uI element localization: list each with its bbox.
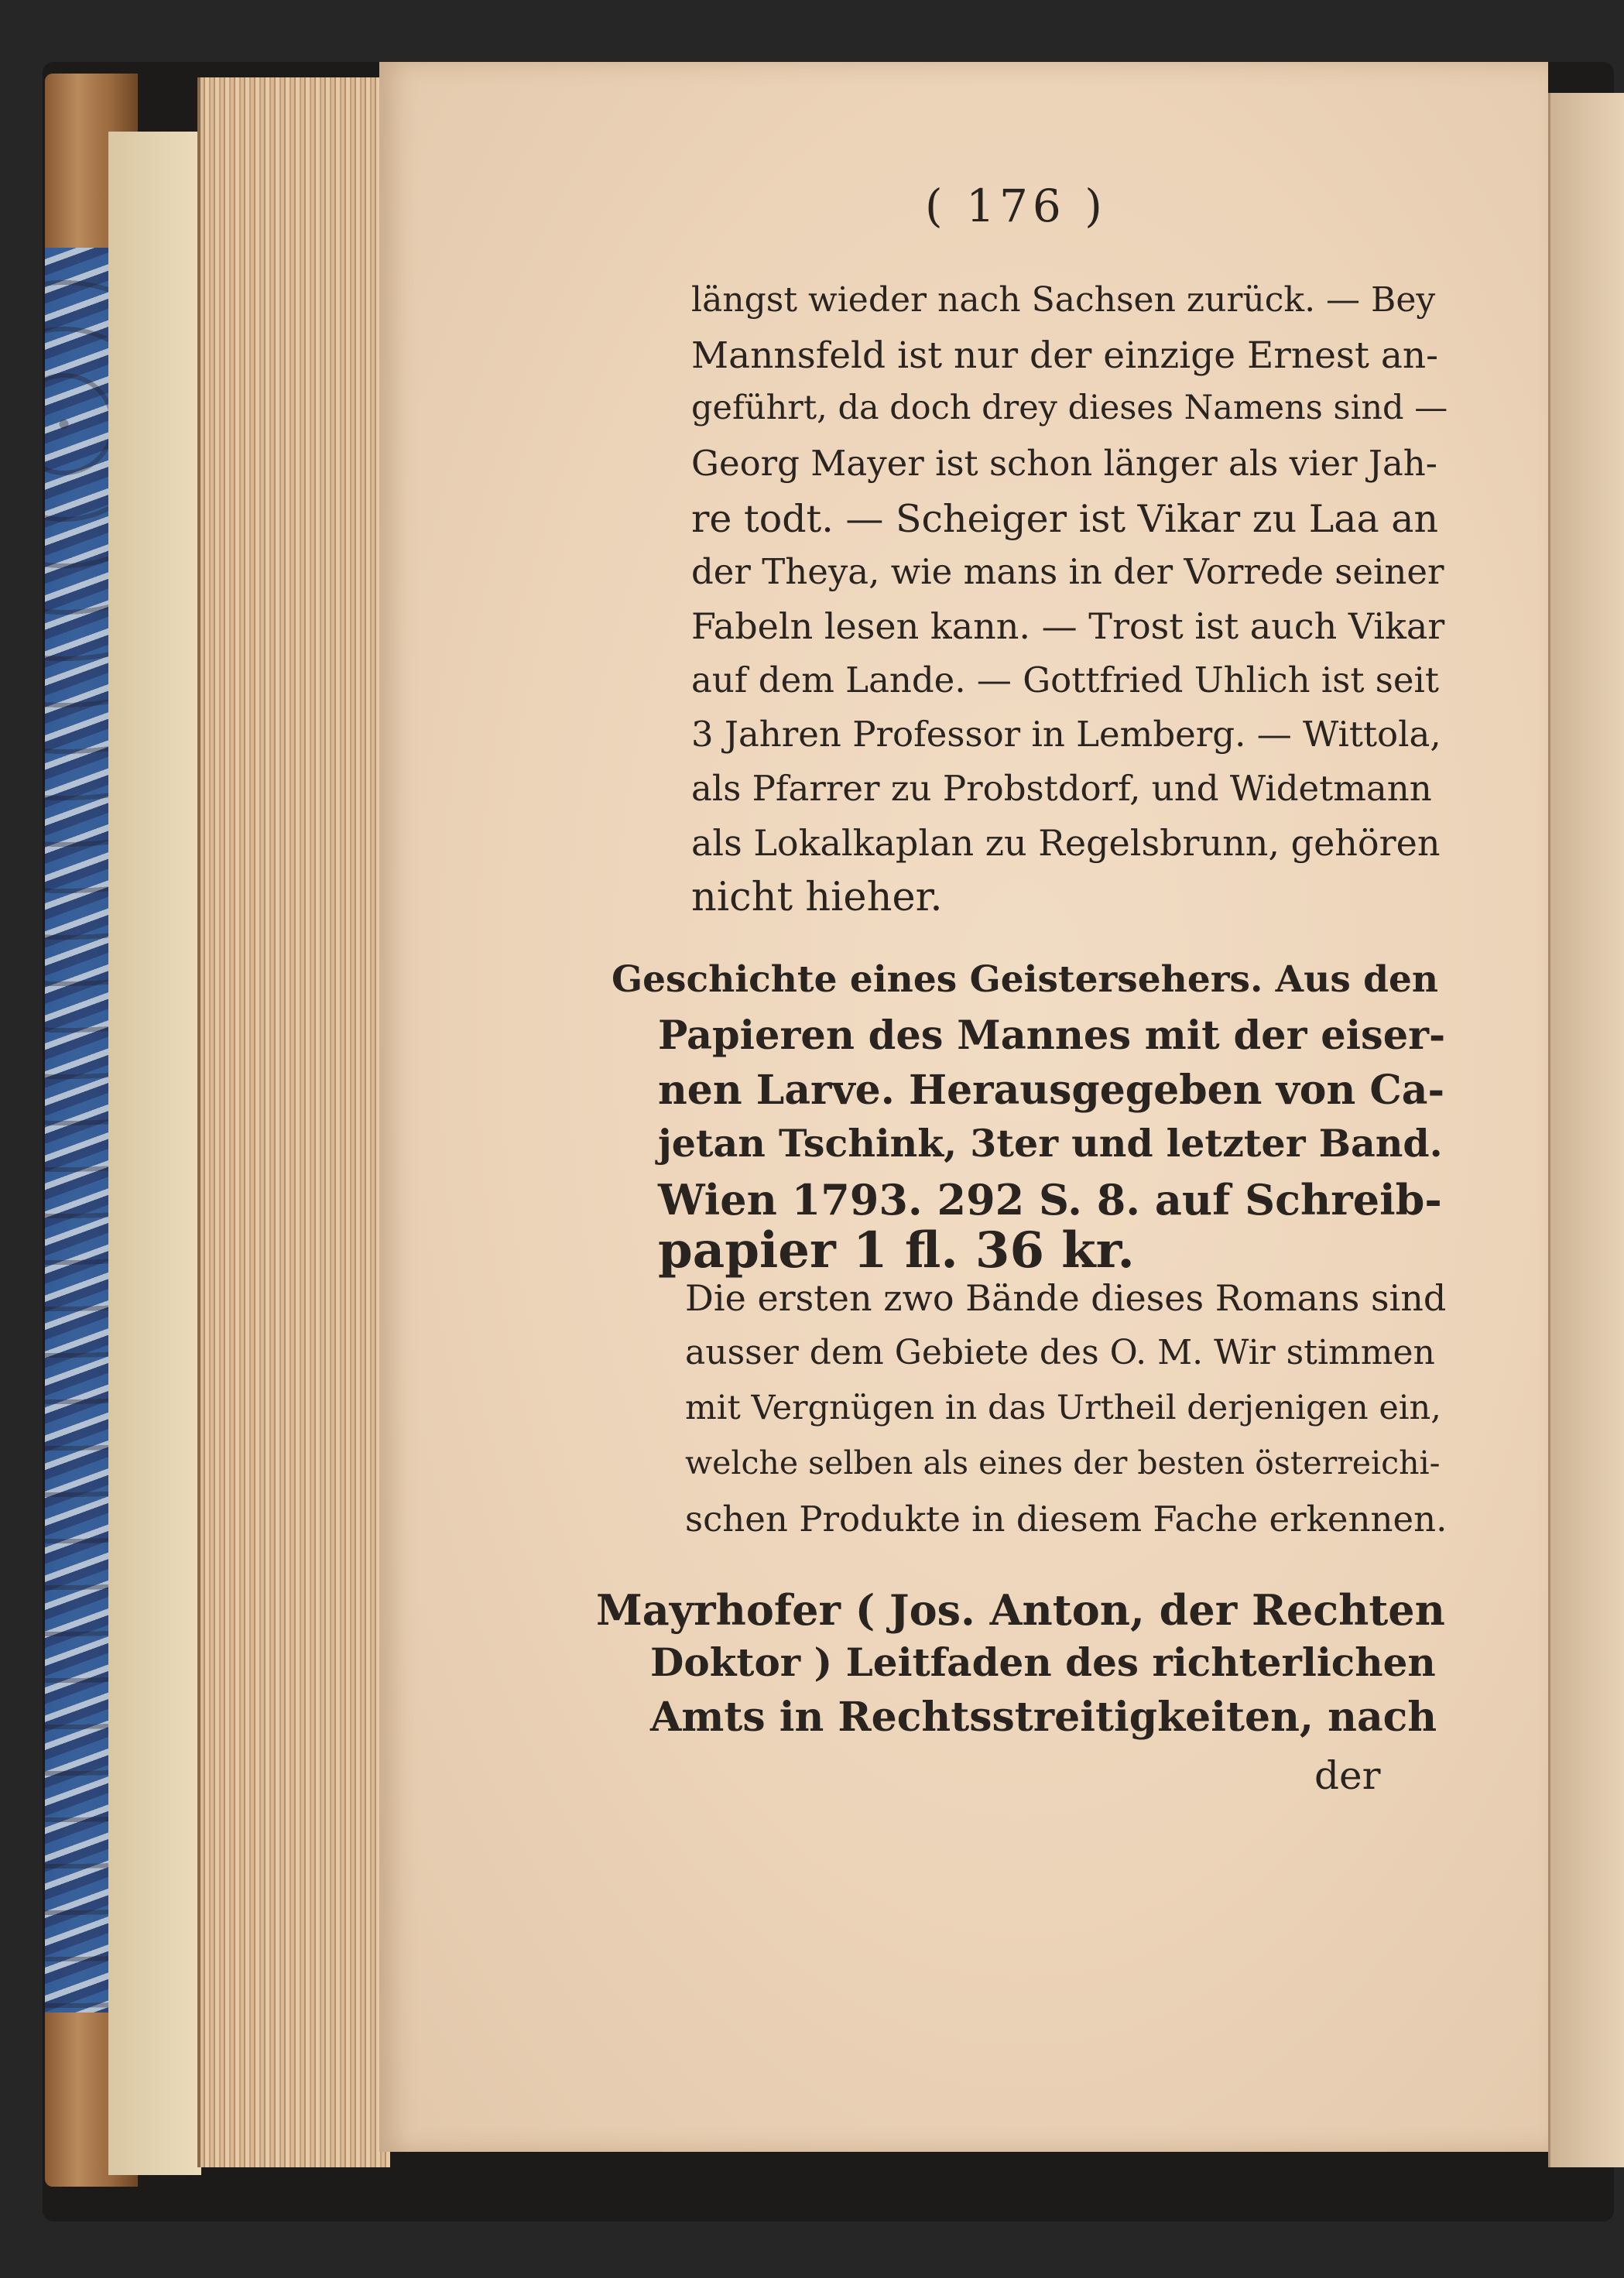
entry-title-line: nen Larve. Herausgegeben von Ca-: [658, 1067, 1445, 1114]
entry-title-line: Wien 1793. 292 S. 8. auf Schreib-: [658, 1175, 1442, 1225]
text-line: längst wieder nach Sachsen zurück. — Bey: [691, 280, 1436, 320]
text-line: 3 Jahren Professor in Lemberg. — Wittola,: [691, 714, 1441, 755]
entry-title-line: Mayrhofer ( Jos. Anton, der Rechten: [596, 1585, 1445, 1635]
text-line: nicht hieher.: [691, 875, 943, 920]
text-line: der Theya, wie mans in der Vorrede seiner: [691, 551, 1444, 592]
entry-body-line: mit Vergnügen in das Urtheil derjenigen ein,: [685, 1389, 1441, 1427]
text-line: als Pfarrer zu Probstdorf, und Widetmann: [691, 768, 1432, 809]
text-line: Mannsfeld ist nur der einzige Ernest an-: [691, 334, 1439, 377]
text-line: auf dem Lande. — Gottfried Uhlich ist seit: [691, 659, 1439, 701]
entry-title-line: jetan Tschink, 3ter und letzter Band.: [658, 1121, 1443, 1166]
entry-title-line: papier 1 fl. 36 kr.: [658, 1221, 1135, 1279]
entry-body-line: Die ersten zwo Bände dieses Romans sind: [685, 1277, 1447, 1319]
text-line: re todt. — Scheiger ist Vikar zu Laa an: [691, 497, 1439, 541]
page-number: ( 176 ): [925, 180, 1107, 232]
marbled-edge: [45, 248, 108, 2013]
entry-body-line: welche selben als eines der besten österreichi-: [685, 1444, 1441, 1482]
text-line: Georg Mayer ist schon länger als vier Jah-: [691, 443, 1437, 484]
entry-title-line: Geschichte eines Geistersehers. Aus den: [612, 958, 1439, 1001]
endpaper: [108, 132, 201, 2175]
text-line: als Lokalkaplan zu Regelsbrunn, gehören: [691, 822, 1441, 864]
facing-page-edge: [1548, 93, 1624, 2167]
catchword: der: [1314, 1753, 1381, 1798]
text-line: geführt, da doch drey dieses Namens sind —: [691, 389, 1448, 427]
entry-title-line: Amts in Rechtsstreitigkeiten, nach: [650, 1694, 1437, 1741]
entry-title-line: Doktor ) Leitfaden des richterlichen: [650, 1639, 1436, 1685]
page-stack: [197, 77, 390, 2167]
text-line: Fabeln lesen kann. — Trost ist auch Vikar: [691, 605, 1445, 647]
entry-body-line: schen Produkte in diesem Fache erkennen.: [685, 1499, 1448, 1540]
marble-pattern: [45, 248, 108, 2013]
entry-title-line: Papieren des Mannes mit der eiser-: [658, 1012, 1446, 1059]
entry-body-line: ausser dem Gebiete des O. M. Wir stimmen: [685, 1333, 1435, 1372]
